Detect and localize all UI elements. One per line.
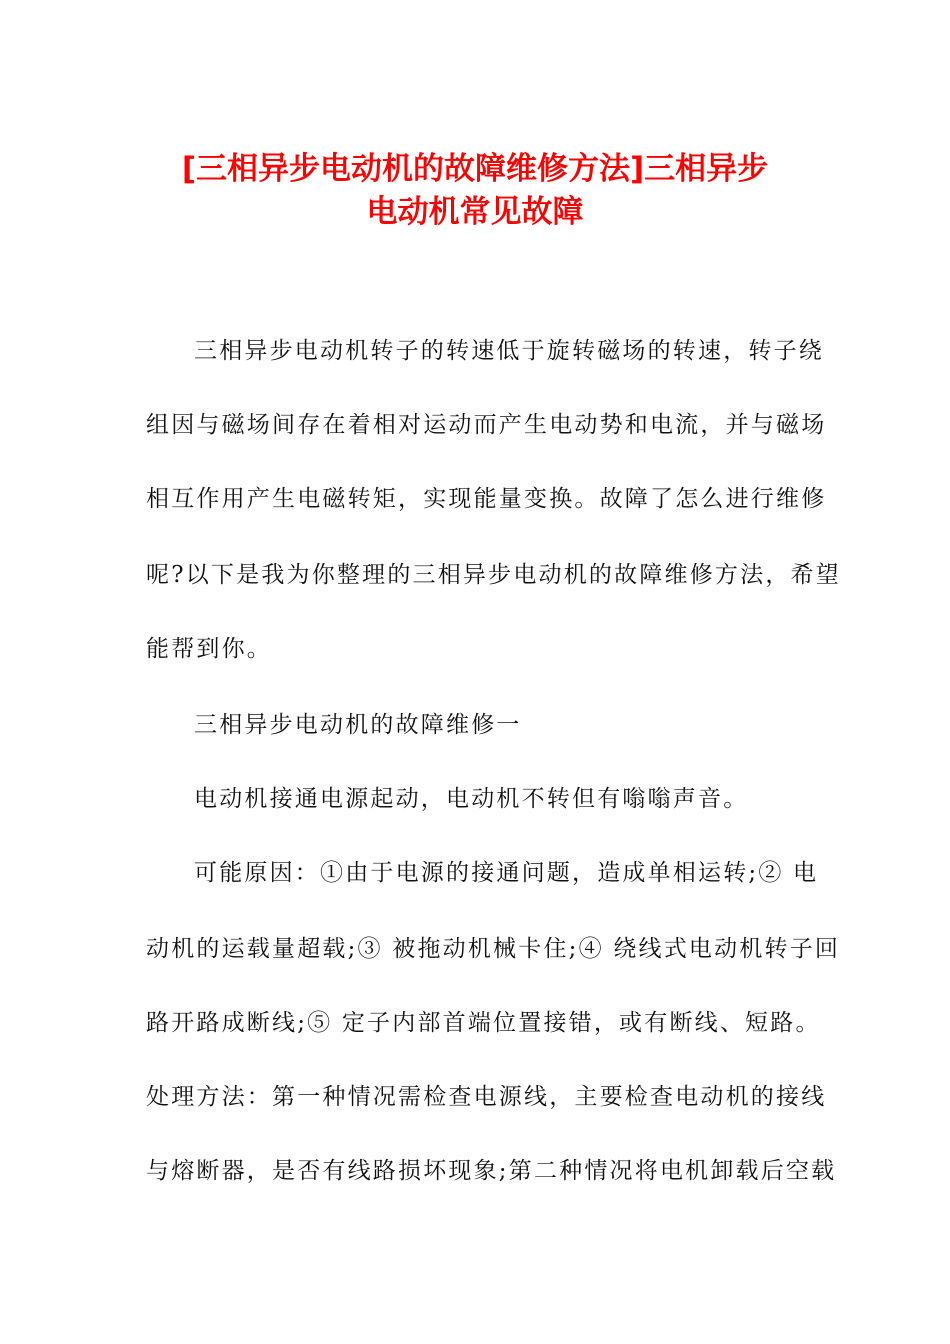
paragraph-line: 相互作用产生电磁转矩，实现能量变换。故障了怎么进行维修 <box>146 486 827 512</box>
paragraph-line: 可能原因：①由于电源的接通问题，造成单相运转;② 电 <box>194 860 819 886</box>
paragraph-line: 组因与磁场间存在着相对运动而产生电动势和电流，并与磁场 <box>146 412 827 438</box>
paragraph-line: 呢?以下是我为你整理的三相异步电动机的故障维修方法，希望 <box>146 562 841 588</box>
title-line-2: 电动机常见故障 <box>366 194 584 230</box>
paragraph-line: 电动机接通电源起动，电动机不转但有嗡嗡声音。 <box>194 786 749 812</box>
section-heading: 三相异步电动机的故障维修一 <box>194 712 522 738</box>
paragraph-line: 动机的运载量超载;③ 被拖动机械卡住;④ 绕线式电动机转子回 <box>146 936 841 962</box>
title-line-1: [三相异步电动机的故障维修方法]三相异步 <box>181 151 769 187</box>
paragraph-line: 处理方法：第一种情况需检查电源线，主要检查电动机的接线 <box>146 1084 827 1110</box>
paragraph-line: 路开路成断线;⑤ 定子内部首端位置接错，或有断线、短路。 <box>146 1010 821 1036</box>
paragraph-line: 能帮到你。 <box>146 636 272 662</box>
paragraph-line: 三相异步电动机转子的转速低于旋转磁场的转速，转子绕 <box>194 338 824 364</box>
paragraph-line: 与熔断器，是否有线路损坏现象;第二种情况将电机卸载后空载 <box>146 1158 837 1184</box>
document-title <box>120 148 830 234</box>
